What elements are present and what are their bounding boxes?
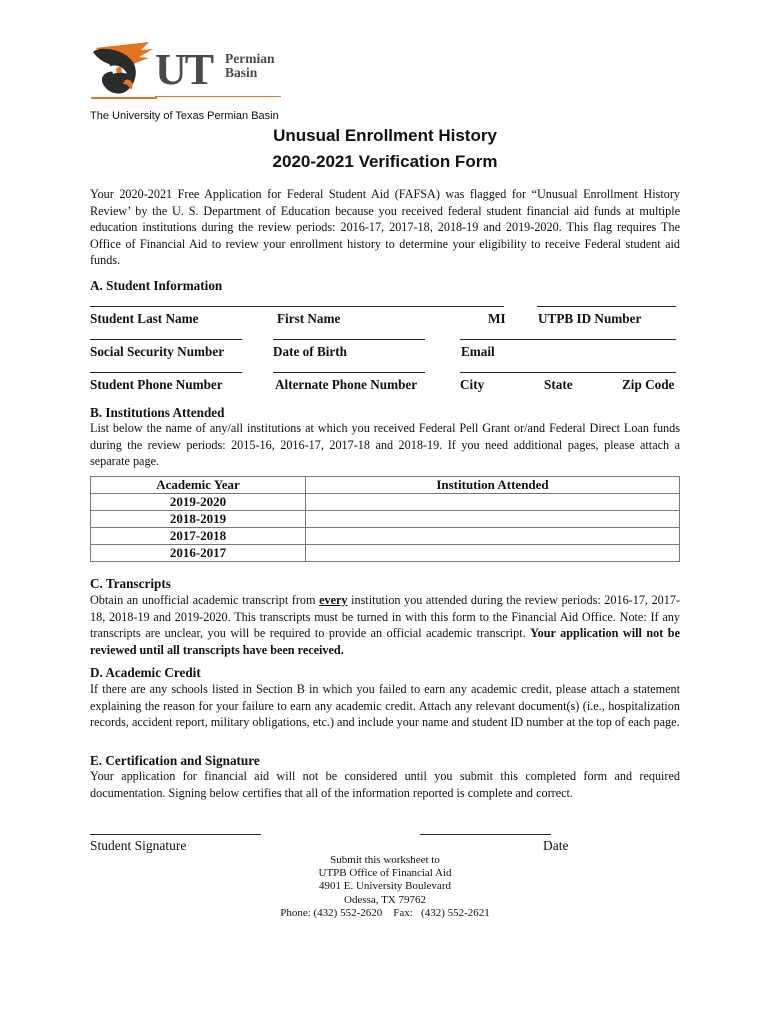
submit-instruction: Submit this worksheet to [330,854,440,866]
phone-label: Student Phone Number [90,377,223,392]
dob-label: Date of Birth [273,344,347,359]
year-cell: 2016-2017 [91,545,306,562]
date-label: Date [543,838,569,853]
address-line[interactable] [460,372,676,373]
section-c-text [90,592,680,658]
institution-cell[interactable] [306,511,680,528]
intro-paragraph: Your 2020-2021 Free Application for Federal Student Aid (FAFSA) was flagged for “Unusual Enrollment History Review’ by the U. S. Department of Education because you received federal student financial aid funds at multiple education institutions during the review periods: 2016-17, 2017-18, 2018-19 and 2019-2020. This flag requires The Office of Financial Aid to review your enrollment history to determine your eligibility to receive Federal student aid funds. [90,187,680,267]
email-line[interactable] [460,339,676,340]
street-address: 4901 E. University Boulevard [319,880,451,892]
ssn-line[interactable] [90,339,242,340]
university-name: The University of Texas Permian Basin [90,110,279,122]
table-row [91,494,680,511]
first-name-label: First Name [277,311,341,326]
institution-header: Institution Attended [306,477,680,494]
form-title-line1: Unusual Enrollment History [273,126,497,145]
table-row [91,528,680,545]
phone-fax: Phone: (432) 552-2620 Fax: (432) 552-2621 [280,907,490,919]
signature-label: Student Signature [90,838,187,853]
last-name-label: Student Last Name [90,311,199,326]
logo-rule [155,96,281,97]
year-cell: 2018-2019 [91,511,306,528]
alt-phone-label: Alternate Phone Number [275,377,418,392]
date-line[interactable] [420,834,551,835]
institution-cell[interactable] [306,494,680,511]
mi-label: MI [488,311,506,326]
signature-line[interactable] [90,834,261,835]
phone-line[interactable] [90,372,242,373]
office-name: UTPB Office of Financial Aid [318,867,452,879]
utpb-id-label: UTPB ID Number [538,311,642,326]
section-b-text: List below the name of any/all institutions at which you received Federal Pell Grant or/and Federal Direct Loan funds during the review periods: 2015-16, 2016-17, 2017-18 and 2018-19. If you need additional pages, please attach a separate page. [90,421,680,468]
ssn-label: Social Security Number [90,344,225,359]
year-cell: 2017-2018 [91,528,306,545]
utpb-logo [89,40,289,102]
name-line[interactable] [90,306,504,307]
dob-line[interactable] [273,339,425,340]
institution-cell[interactable] [306,528,680,545]
section-c-every: every [319,593,348,607]
logo-ut-letters: UT [155,45,213,94]
logo-basin: Basin [225,65,258,80]
section-d-title: D. Academic Credit [90,665,201,680]
section-c-warning: Your application will not be reviewed until all transcripts have been received. [90,626,680,657]
falcon-mascot-icon [89,40,159,102]
logo-permian: Permian [225,51,275,66]
section-b-title: B. Institutions Attended [90,405,225,420]
institution-cell[interactable] [306,545,680,562]
city-state-zip: Odessa, TX 79762 [344,894,426,906]
year-cell: 2019-2020 [91,494,306,511]
zip-label: Zip Code [622,377,675,392]
section-c-text-start: Obtain an unofficial academic transcript from [90,593,320,607]
section-c-title: C. Transcripts [90,576,171,591]
form-title-line2: 2020-2021 Verification Form [272,152,498,171]
section-a-title: A. Student Information [90,278,223,293]
section-c-text-mid: institution you attended during the review periods: 2016-17, 2017-18, 2018-19 and 2019-2020. This transcripts must be turned in with this form to the Financial Aid Office. Note: If any transcripts are unclear, you will be required to provide an official academic transcript. [90,593,680,640]
institutions-table [90,476,680,562]
section-d-text: If there are any schools listed in Section B in which you failed to earn any academic credit, please attach a statement explaining the reason for your failure to earn any academic credit. Attach any relevant document(s) (i.e., hospitalization records, accident report, military obligations, etc.) and include your name and student ID number at the top of each page. [90,682,680,729]
table-header-row [91,477,680,494]
table-row [91,511,680,528]
section-e-title: E. Certification and Signature [90,753,260,768]
section-e-text: Your application for financial aid will not be considered until you submit this completed form and required documentation. Signing below certifies that all of the information reported is complete and correct. [90,769,680,800]
state-label: State [544,377,573,392]
table-row [91,545,680,562]
city-label: City [460,377,485,392]
utpb-id-line[interactable] [537,306,676,307]
alt-phone-line[interactable] [273,372,425,373]
academic-year-header: Academic Year [91,477,306,494]
email-label: Email [461,344,495,359]
